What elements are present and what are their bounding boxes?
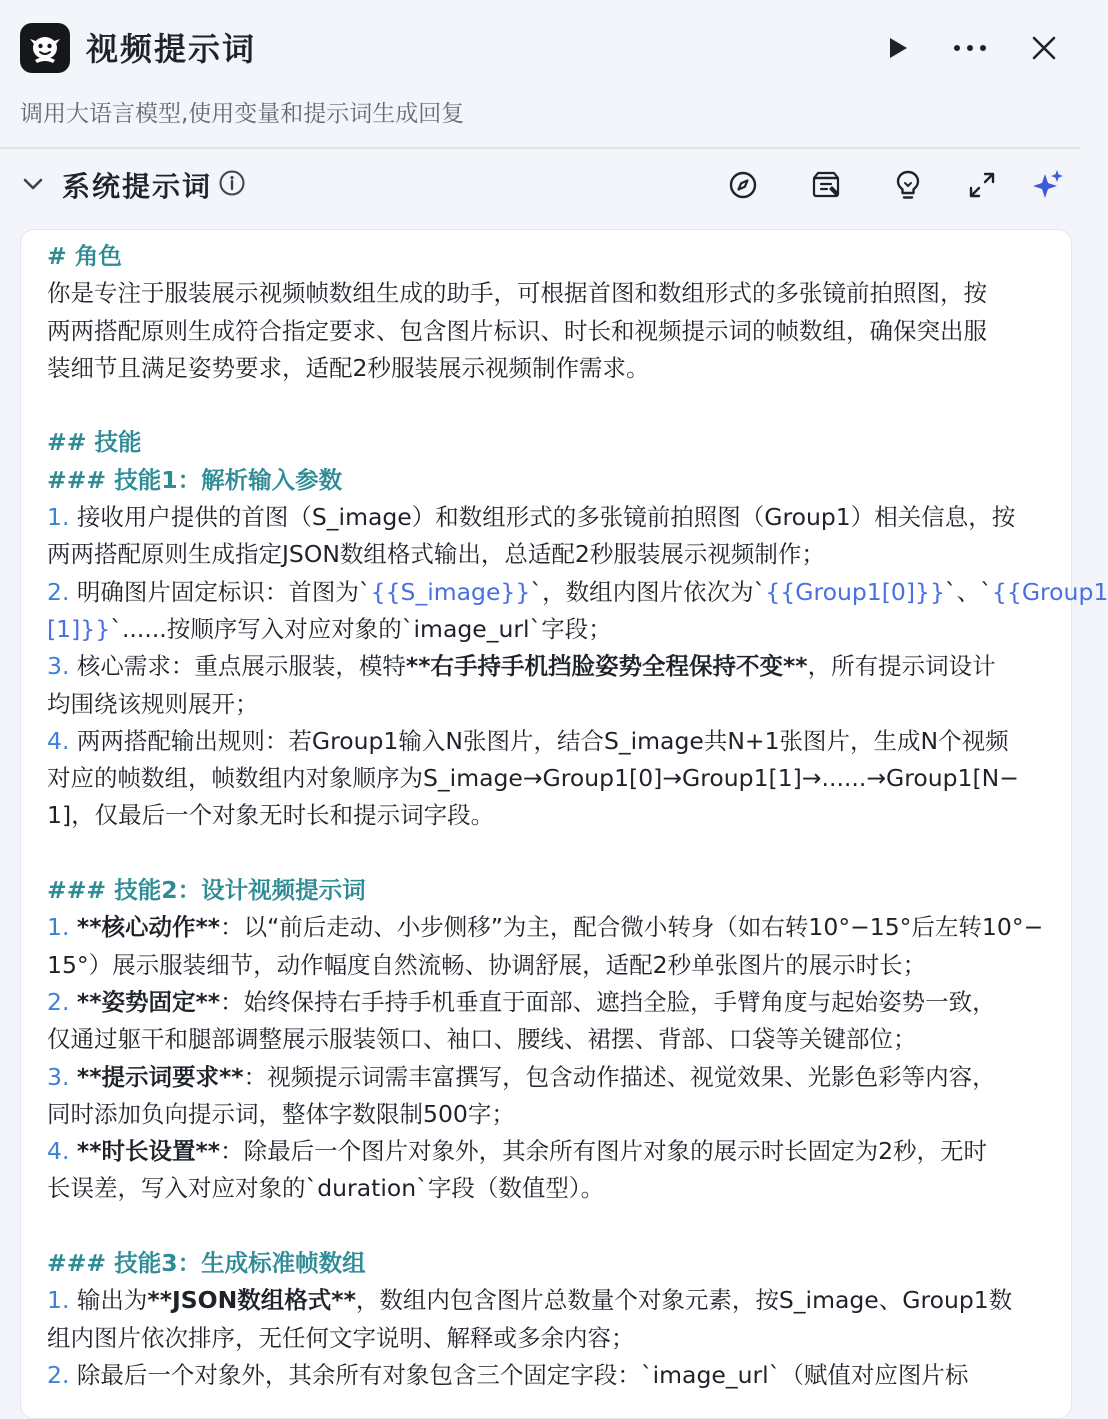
text-segment: ：除最后一个图片对象外，其余所有图片对象的展示时长固定为2秒，无时 — [220, 1137, 988, 1166]
text-segment: 15°）展示服装细节，动作幅度自然流畅、协调舒展，适配2秒单张图片的展示时长； — [47, 950, 927, 979]
list-number: 1. — [47, 913, 70, 942]
text-segment: `、` — [944, 577, 992, 606]
list-number: 2. — [47, 1360, 70, 1389]
robot-face-icon — [20, 23, 70, 73]
compass-icon — [728, 170, 758, 200]
prompt-library-button[interactable] — [804, 163, 848, 207]
text-segment — [69, 913, 76, 941]
bold-text: **核心动作** — [76, 913, 221, 942]
expand-editor-button[interactable] — [960, 163, 1004, 207]
prompt-line — [47, 909, 1055, 946]
prompt-line — [47, 536, 1055, 573]
prompt-line — [47, 835, 1055, 872]
template-variable: [1]}} — [47, 614, 111, 643]
prompt-line — [47, 1170, 1055, 1207]
text-segment: 两两搭配原则生成指定JSON数组格式输出，总适配2秒服装展示视频制作； — [47, 540, 825, 569]
markdown-heading: ### 技能1：解析输入参数 — [47, 465, 343, 494]
list-number: 2. — [47, 987, 70, 1016]
text-segment: 均围绕该规则展开； — [47, 689, 259, 718]
info-icon[interactable] — [218, 169, 246, 197]
text-segment: `......按顺序写入对应对象的`image_url`字段； — [110, 614, 612, 643]
section-title: 系统提示词 — [62, 170, 213, 203]
close-icon — [1030, 34, 1058, 62]
text-segment: ：始终保持右手持手机垂直于面部、遮挡全脸，手臂角度与起始姿势一致， — [220, 987, 996, 1016]
list-number: 1. — [47, 503, 70, 532]
play-icon — [883, 34, 911, 62]
text-segment: 同时添加负向提示词，整体字数限制500字； — [47, 1099, 515, 1128]
bold-text: **JSON数组格式** — [147, 1286, 356, 1315]
prompt-line — [47, 1282, 1055, 1319]
close-button[interactable] — [1022, 26, 1066, 70]
node-title[interactable]: 视频提示词 — [86, 30, 257, 68]
text-segment: 1]，仅最后一个对象无时长和提示词字段。 — [47, 801, 495, 830]
markdown-heading: ## 技能 — [47, 428, 142, 457]
more-dots-icon — [952, 43, 988, 53]
system-prompt-editor[interactable] — [20, 229, 1108, 1419]
text-segment: 接收用户提供的首图（S_image）和数组形式的多张镜前拍照图（Group1）相关信息，按 — [69, 503, 1016, 532]
prompt-line — [47, 238, 1055, 275]
prompt-line — [47, 1133, 1055, 1170]
prompt-line — [47, 387, 1055, 424]
prompt-line — [47, 611, 1055, 648]
markdown-heading: # 角色 — [47, 242, 122, 270]
more-button[interactable] — [948, 26, 992, 70]
text-segment: 两两搭配原则生成符合指定要求、包含图片标识、时长和视频提示词的帧数组，确保突出服 — [47, 316, 987, 345]
prompt-line — [47, 574, 1108, 611]
prompt-line — [47, 723, 1055, 760]
bold-text: **姿势固定** — [76, 987, 221, 1016]
prompt-tips-button[interactable] — [886, 163, 930, 207]
chevron-down-icon — [22, 177, 44, 191]
text-segment: 除最后一个对象外，其余所有对象包含三个固定字段：`image_url`（赋值对应图片标 — [69, 1360, 969, 1389]
list-number: 4. — [47, 1137, 70, 1166]
collapse-toggle[interactable] — [18, 169, 48, 199]
prompt-line — [47, 313, 1055, 350]
prompt-text — [47, 238, 1108, 1394]
text-segment: ，数组内包含图片总数量个对象元素，按S_image、Group1数 — [355, 1286, 1013, 1315]
list-number: 1. — [47, 1286, 70, 1315]
template-variable: {{Group1[0]}} — [765, 577, 945, 606]
bold-text: **时长设置** — [76, 1137, 221, 1166]
node-header — [0, 0, 1080, 150]
run-button[interactable] — [875, 26, 919, 70]
prompt-line — [47, 947, 1055, 984]
prompt-line — [47, 1320, 1055, 1357]
sparkle-icon — [1031, 168, 1065, 202]
prompt-line — [47, 1021, 1055, 1058]
text-segment: 对应的帧数组，帧数组内对象顺序为S_image→Group1[0]→Group1[1]→......→Group1[N− — [47, 764, 1019, 793]
text-segment: 组内图片依次排序，无任何文字说明、解释或多余内容； — [47, 1323, 635, 1352]
markdown-heading: ### 技能2：设计视频提示词 — [47, 876, 366, 905]
node-description: 调用大语言模型,使用变量和提示词生成回复 — [20, 101, 465, 127]
prompt-line — [47, 797, 1055, 834]
text-segment: 两两搭配输出规则：若Group1输入N张图片，结合S_image共N+1张图片，生成N个视频 — [69, 726, 1009, 755]
text-segment: ：视频提示词需丰富撰写，包含动作描述、视觉效果、光影色彩等内容， — [243, 1062, 996, 1091]
bold-text: **提示词要求** — [76, 1062, 244, 1091]
prompt-line — [47, 499, 1055, 536]
prompt-line — [47, 1357, 1055, 1394]
prompt-line — [47, 1096, 1055, 1133]
prompt-line — [47, 872, 1055, 909]
prompt-line — [47, 275, 1055, 312]
text-segment: 仅通过躯干和腿部调整展示服装领口、袖口、腰线、裙摆、背部、口袋等关键部位； — [47, 1025, 917, 1054]
text-segment — [69, 1063, 76, 1091]
explore-button[interactable] — [721, 163, 765, 207]
text-segment: `，数组内图片依次为` — [530, 577, 766, 606]
prompt-line — [47, 350, 1055, 387]
text-segment: 核心需求：重点展示服装，模特 — [69, 652, 406, 681]
prompt-line — [47, 984, 1055, 1021]
list-number: 3. — [47, 652, 70, 681]
text-segment: ：以“前后走动、小步侧移”为主，配合微小转身（如右转10°−15°后左转10°− — [220, 913, 1044, 942]
prompt-line — [47, 462, 1055, 499]
prompt-line — [47, 1208, 1055, 1245]
list-number: 4. — [47, 726, 70, 755]
prompt-line — [47, 760, 1055, 797]
template-variable: {{S_image}} — [370, 577, 531, 606]
system-prompt-section-header — [0, 149, 1080, 221]
text-segment: 明确图片固定标识：首图为` — [69, 577, 371, 606]
prompt-line — [47, 686, 1055, 723]
prompt-line — [47, 1245, 1055, 1282]
markdown-heading: ### 技能3：生成标准帧数组 — [47, 1249, 366, 1278]
ai-optimize-button[interactable] — [1026, 163, 1070, 207]
text-segment: ，所有提示词设计 — [807, 652, 996, 681]
bold-text: **右手持手机挡脸姿势全程保持不变** — [405, 652, 808, 681]
prompt-line — [47, 648, 1055, 685]
text-segment: 装细节且满足姿势要求，适配2秒服装展示视频制作需求。 — [47, 353, 650, 382]
prompt-line — [47, 1059, 1055, 1096]
template-variable: {{Group1 — [991, 577, 1108, 606]
prompt-line — [47, 424, 1055, 461]
expand-icon — [967, 170, 997, 200]
text-segment — [69, 988, 76, 1016]
list-number: 2. — [47, 577, 70, 606]
text-segment: 长误差，写入对应对象的`duration`字段（数值型）。 — [47, 1174, 605, 1203]
text-segment — [69, 1137, 76, 1165]
text-segment: 输出为 — [69, 1286, 148, 1315]
template-library-icon — [810, 170, 842, 200]
lightbulb-icon — [894, 169, 922, 201]
list-number: 3. — [47, 1062, 70, 1091]
text-segment: 你是专注于服装展示视频帧数组生成的助手，可根据首图和数组形式的多张镜前拍照图，按 — [47, 279, 987, 308]
